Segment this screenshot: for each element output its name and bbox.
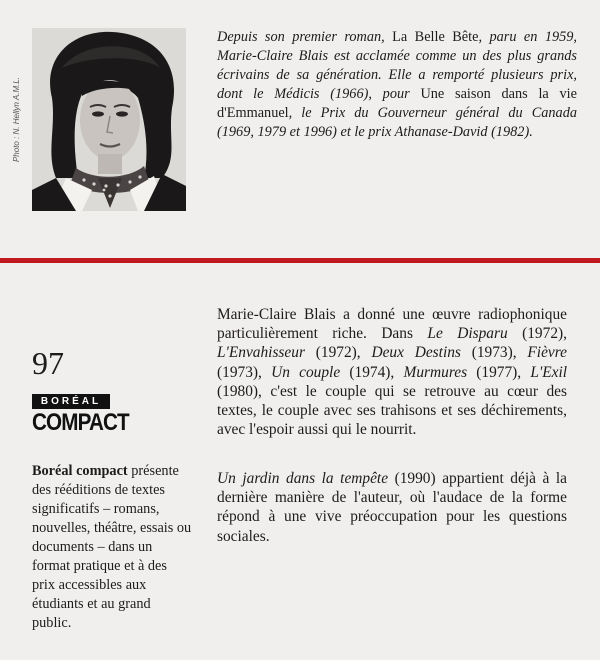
work-title: Murmures bbox=[403, 363, 468, 381]
author-portrait-image bbox=[32, 28, 186, 211]
photo-credit-text: Photo : N. Hellyn A.M.L. bbox=[12, 76, 22, 163]
work-title: L'Envahisseur bbox=[217, 344, 305, 362]
paragraph-text: (1977), bbox=[467, 363, 531, 381]
paragraph-text: (1972), bbox=[507, 325, 567, 343]
paragraph-text: (1974), bbox=[340, 363, 404, 381]
work-title: Fièvre bbox=[527, 344, 567, 362]
paragraph-text: (1972), bbox=[304, 344, 372, 362]
work-title: Un jardin dans la tempête bbox=[217, 470, 389, 487]
paragraph-text: Marie-Claire Blais a donné une œuvre radiophonique particulièrement riche. Dans bbox=[217, 306, 567, 343]
work-title: Deux Destins bbox=[371, 344, 461, 362]
paragraph-text: (1973), bbox=[460, 344, 528, 362]
author-bio bbox=[217, 28, 577, 142]
series-name: Boréal compact bbox=[32, 463, 128, 479]
body-paragraph-2 bbox=[217, 469, 567, 546]
paragraph-text: (1973), bbox=[217, 363, 272, 381]
bio-text: , le Prix du Gouverneur général du Canada (1969, 1979 et 1996) et le prix Athanase-David (1982). bbox=[217, 105, 577, 140]
series-number: 97 bbox=[32, 345, 64, 381]
red-divider bbox=[0, 258, 600, 263]
work-title: Le Disparu bbox=[427, 325, 508, 343]
paragraph-text: (1980), c'est le couple qui se retrouve au cœur des textes, le couple avec ses trahisons et ses déchirements, avec l'espoir aussi qui le nourrit. bbox=[217, 382, 567, 439]
bio-text: Depuis son premier roman, bbox=[217, 29, 393, 45]
body-paragraph-1 bbox=[217, 305, 567, 439]
paragraph-text: (1990) appartient déjà à la dernière manière de l'auteur, où l'audace de la forme répond à une vive préoccupation pour les questions sociales. bbox=[217, 470, 567, 545]
boreal-compact-logo bbox=[32, 394, 129, 436]
series-description-text: présente des rééditions de textes significatifs – romans, nouvelles, théâtre, essais ou documents – dans un format pratique et à des prix accessibles aux étudiants et au grand public. bbox=[32, 463, 192, 631]
logo-boreal: BORÉAL bbox=[32, 394, 110, 409]
bio-title-une-saison: Une saison dans la vie d'Emmanuel bbox=[217, 86, 577, 121]
photo-credit bbox=[2, 28, 32, 211]
work-title: Un couple bbox=[271, 363, 341, 381]
bio-title-la-belle-bete: La Belle Bête bbox=[392, 29, 479, 45]
series-description bbox=[32, 462, 192, 633]
logo-compact: COMPACT bbox=[32, 409, 129, 436]
bio-text: , paru en 1959, Marie-Claire Blais est acclamée comme un des plus grands écrivains de sa génération. Elle a remporté plusieurs prix, dont le Médicis (1966), pour bbox=[217, 29, 577, 102]
work-title: L'Exil bbox=[530, 363, 568, 381]
author-photo bbox=[32, 28, 186, 211]
